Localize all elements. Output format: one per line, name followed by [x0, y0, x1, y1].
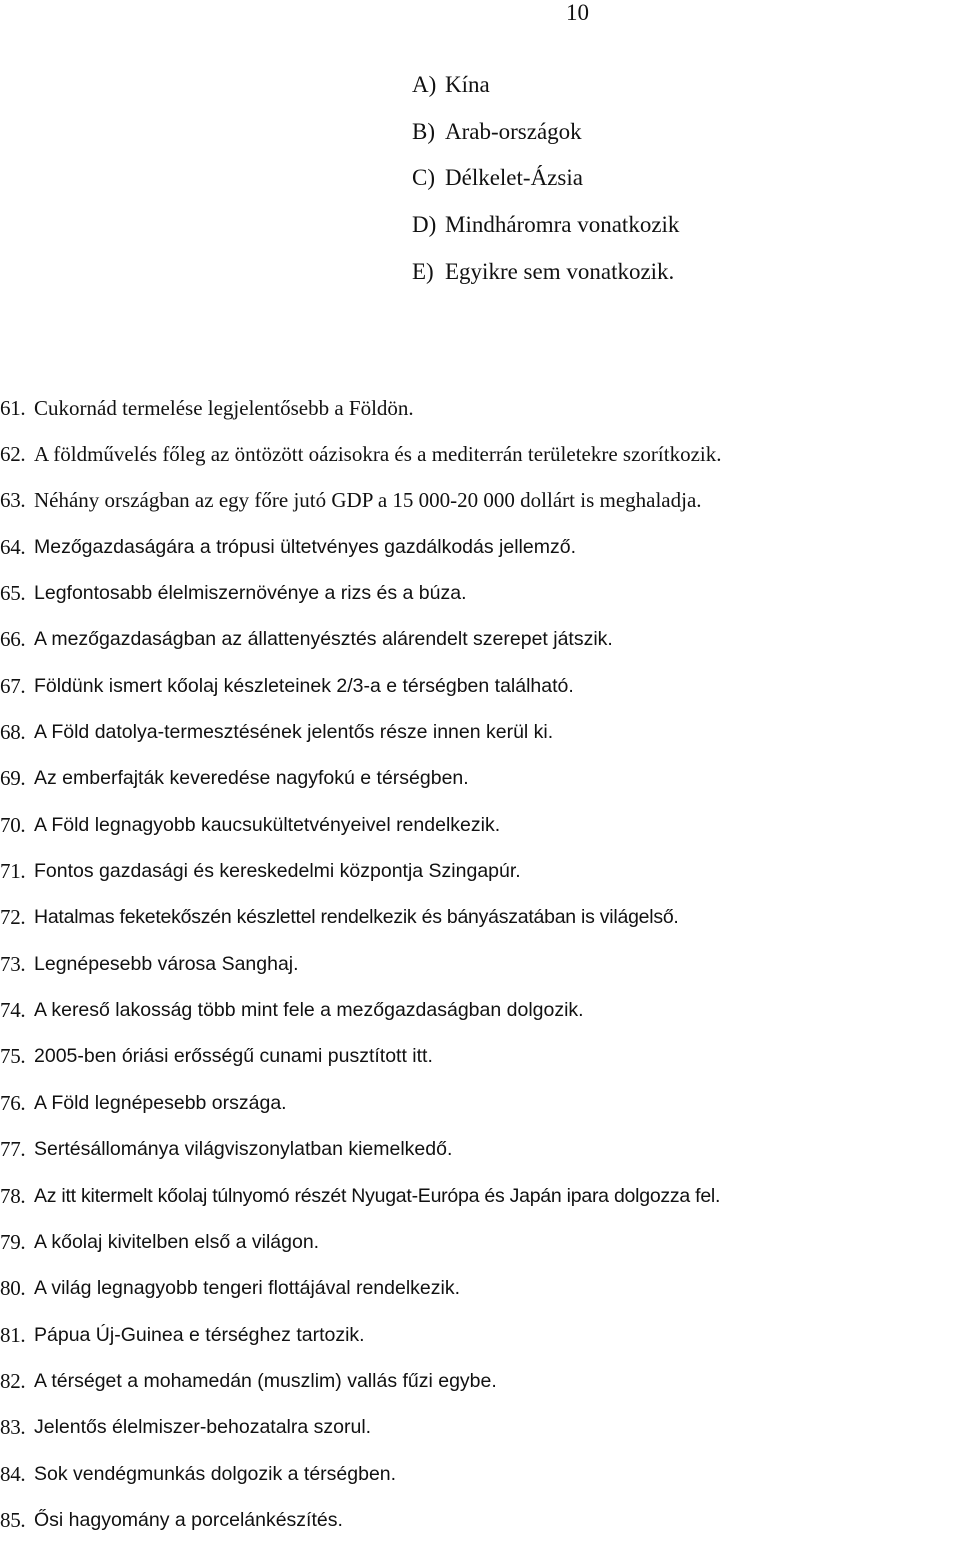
statement-text: Legfontosabb élelmiszernövénye a rizs és a búza.	[34, 582, 467, 605]
statement-text: A térséget a mohamedán (muszlim) vallás fűzi egybe.	[34, 1369, 497, 1392]
statement-69	[0, 756, 960, 802]
option-b	[412, 109, 932, 156]
statement-text: A Föld datolya-termesztésének jelentős része innen kerül ki.	[34, 721, 554, 744]
statement-text: Mezőgazdaságára a trópusi ültetvényes gazdálkodás jellemző.	[34, 535, 576, 558]
statement-number: 75.	[0, 1044, 26, 1069]
statement-number: 64.	[0, 534, 26, 559]
statement-text: Az itt kitermelt kőolaj túlnyomó részét Nyugat-Európa és Japán ipara dolgozza fel.	[34, 1184, 721, 1207]
option-letter: C)	[412, 165, 435, 191]
statement-text: Pápua Új-Guinea e térséghez tartozik.	[34, 1323, 365, 1346]
statement-62	[0, 431, 960, 477]
statement-text: 2005-ben óriási erősségű cunami pusztított itt.	[34, 1045, 433, 1068]
statement-74	[0, 987, 960, 1033]
statement-number: 70.	[0, 812, 26, 837]
statement-number: 66.	[0, 627, 26, 652]
answer-options-list	[412, 62, 932, 295]
option-letter: E)	[412, 258, 434, 284]
option-letter: B)	[412, 118, 435, 144]
statement-text: Sok vendégmunkás dolgozik a térségben.	[34, 1462, 397, 1485]
statement-83	[0, 1405, 960, 1451]
option-letter: A)	[412, 72, 437, 98]
statement-text: A Föld legnépesebb országa.	[34, 1091, 287, 1114]
statement-63	[0, 478, 960, 524]
statement-number: 62.	[0, 442, 26, 467]
statement-number: 73.	[0, 951, 26, 976]
statement-text: Jelentős élelmiszer-behozatalra szorul.	[34, 1416, 372, 1439]
statement-81	[0, 1312, 960, 1358]
statement-number: 67.	[0, 673, 26, 698]
statement-number: 82.	[0, 1368, 26, 1393]
statement-text: A kereső lakosság több mint fele a mezőgazdaságban dolgozik.	[34, 999, 584, 1022]
statement-text: A Föld legnagyobb kaucsukültetvényeivel rendelkezik.	[34, 813, 501, 836]
statement-65	[0, 570, 960, 616]
statement-64	[0, 524, 960, 570]
option-text: Délkelet-Ázsia	[445, 165, 583, 191]
statement-number: 79.	[0, 1229, 26, 1254]
statement-number: 84.	[0, 1461, 26, 1486]
statement-text: Néhány országban az egy főre jutó GDP a 15 000-20 000 dollárt is meghaladja.	[34, 488, 702, 513]
statement-85	[0, 1497, 960, 1543]
statement-number: 77.	[0, 1137, 26, 1162]
statement-number: 83.	[0, 1415, 26, 1440]
statement-text: Legnépesebb városa Sanghaj.	[34, 952, 299, 975]
statement-number: 71.	[0, 859, 26, 884]
statement-number: 81.	[0, 1322, 26, 1347]
statement-text: Sertésállománya világviszonylatban kiemelkedő.	[34, 1138, 453, 1161]
statement-84	[0, 1451, 960, 1497]
statement-text: Fontos gazdasági és kereskedelmi központja Szingapúr.	[34, 860, 521, 883]
option-d	[412, 202, 932, 249]
statement-number: 72.	[0, 905, 26, 930]
statement-text: A világ legnagyobb tengeri flottájával rendelkezik.	[34, 1277, 461, 1300]
statement-number: 85.	[0, 1507, 26, 1532]
statement-72	[0, 895, 960, 941]
statement-68	[0, 709, 960, 755]
statement-number: 74.	[0, 998, 26, 1023]
statement-78	[0, 1173, 960, 1219]
statement-text: A kőolaj kivitelben első a világon.	[34, 1230, 320, 1253]
statement-82	[0, 1358, 960, 1404]
statement-66	[0, 617, 960, 663]
statement-71	[0, 848, 960, 894]
statement-text: Földünk ismert kőolaj készleteinek 2/3-a e térségben található.	[34, 674, 574, 697]
statement-number: 61.	[0, 395, 26, 420]
option-text: Mindháromra vonatkozik	[445, 212, 680, 238]
page-number: 10	[566, 0, 589, 25]
statement-79	[0, 1219, 960, 1265]
statement-75	[0, 1034, 960, 1080]
statement-number: 65.	[0, 581, 26, 606]
statement-70	[0, 802, 960, 848]
option-c	[412, 155, 932, 202]
statement-text: A mezőgazdaságban az állattenyésztés alárendelt szerepet játszik.	[34, 628, 613, 651]
statement-67	[0, 663, 960, 709]
statement-76	[0, 1080, 960, 1126]
statement-73	[0, 941, 960, 987]
statement-77	[0, 1127, 960, 1173]
statement-text: Ősi hagyomány a porcelánkészítés.	[34, 1508, 343, 1531]
option-e	[412, 248, 932, 295]
statement-number: 69.	[0, 766, 26, 791]
statement-61	[0, 385, 960, 431]
statement-number: 78.	[0, 1183, 26, 1208]
statement-80	[0, 1266, 960, 1312]
statement-text: Hatalmas feketekőszén készlettel rendelkezik és bányászatában is világelső.	[34, 906, 679, 929]
option-letter: D)	[412, 212, 437, 238]
option-text: Kína	[445, 72, 490, 98]
statements-list	[0, 385, 960, 1544]
option-a	[412, 62, 932, 109]
statement-number: 68.	[0, 720, 26, 745]
option-text: Arab-országok	[445, 118, 582, 144]
statement-text: Cukornád termelése legjelentősebb a Földön.	[34, 395, 414, 420]
statement-number: 63.	[0, 488, 26, 513]
statement-number: 80.	[0, 1276, 26, 1301]
statement-number: 76.	[0, 1090, 26, 1115]
statement-text: A földművelés főleg az öntözött oázisokra és a mediterrán területekre szorítkozik.	[34, 442, 722, 467]
option-text: Egyikre sem vonatkozik.	[445, 258, 675, 284]
statement-text: Az emberfajták keveredése nagyfokú e térségben.	[34, 767, 469, 790]
